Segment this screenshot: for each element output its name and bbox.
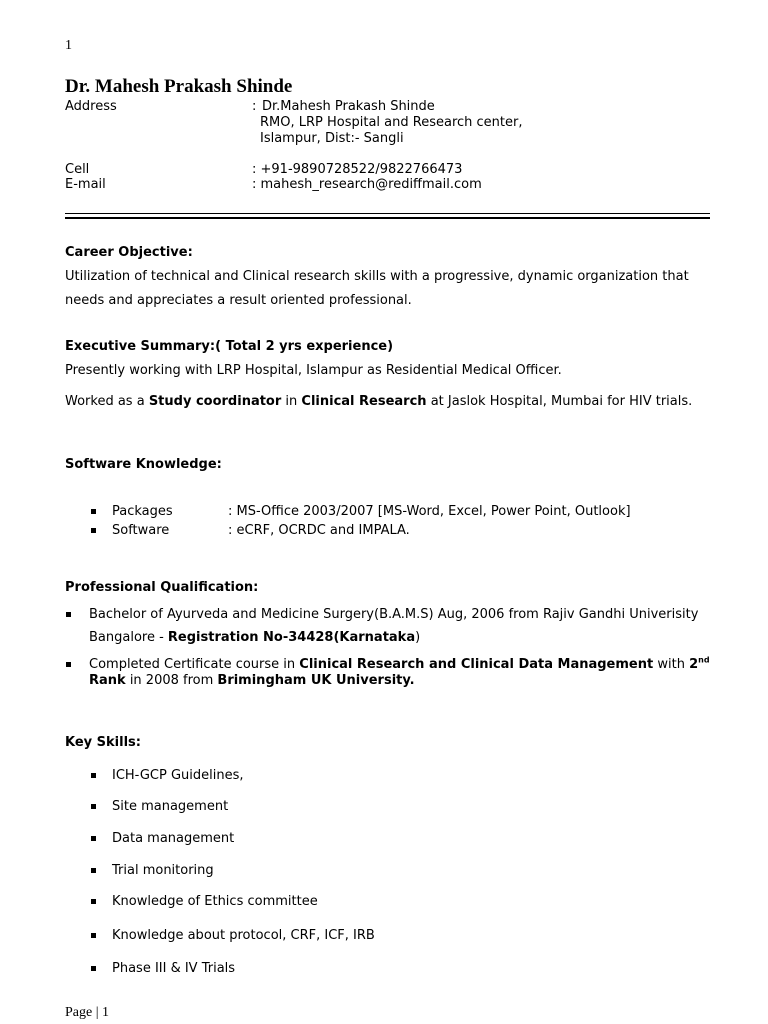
summary-text: Worked as a — [65, 394, 149, 409]
address-colon: : — [252, 99, 257, 114]
rank-suffix: nd — [698, 655, 710, 665]
address-label: Address — [65, 99, 117, 114]
skill-item: Trial monitoring — [112, 863, 214, 878]
qualification-text: Bangalore - — [89, 630, 168, 645]
qualification-text: Completed Certificate course in — [89, 657, 300, 672]
qualification-text: ) — [415, 630, 421, 645]
executive-summary-heading: Executive Summary:( Total 2 yrs experience) — [65, 339, 394, 354]
skill-item: Knowledge about protocol, CRF, ICF, IRB — [112, 928, 375, 943]
bullet-icon — [91, 899, 96, 904]
qualification-line — [89, 657, 710, 672]
course-name: Clinical Research and Clinical Data Management — [299, 657, 654, 672]
summary-field: Clinical Research — [301, 394, 427, 409]
software-item-value: : MS-Office 2003/2007 [MS-Word, Excel, Power Point, Outlook] — [228, 504, 631, 519]
skill-item: Phase III & IV Trials — [112, 961, 236, 976]
bullet-icon — [66, 662, 71, 667]
divider-bottom — [65, 217, 710, 219]
qualification-line: Bachelor of Ayurveda and Medicine Surgery(B.A.M.S) Aug, 2006 from Rajiv Gandhi Univerisity — [89, 607, 699, 622]
summary-line — [65, 394, 692, 409]
candidate-name: Dr. Mahesh Prakash Shinde — [65, 76, 293, 97]
rank-number: 2 — [689, 657, 699, 672]
summary-text: in — [281, 394, 302, 409]
software-item-value: : eCRF, OCRDC and IMPALA. — [228, 523, 410, 538]
email-label: E-mail — [65, 177, 106, 192]
cell-value: : +91-9890728522/9822766473 — [252, 162, 463, 177]
bullet-icon — [91, 773, 96, 778]
qualification-line — [89, 630, 420, 645]
qualification-text: in 2008 from — [125, 673, 218, 688]
address-line: RMO, LRP Hospital and Research center, — [260, 115, 523, 130]
bullet-icon — [66, 612, 71, 617]
bullet-icon — [91, 966, 96, 971]
summary-line: Presently working with LRP Hospital, Islampur as Residential Medical Officer. — [65, 363, 562, 378]
address-line: Islampur, Dist:- Sangli — [260, 131, 404, 146]
bullet-icon — [91, 528, 96, 533]
career-objective-text: Utilization of technical and Clinical research skills with a progressive, dynamic organization that — [65, 269, 689, 284]
qualification-text: with — [653, 657, 690, 672]
email-value: : mahesh_research@rediffmail.com — [252, 177, 482, 192]
key-skills-heading: Key Skills: — [65, 735, 141, 750]
address-line: Dr.Mahesh Prakash Shinde — [262, 99, 435, 114]
bullet-icon — [91, 868, 96, 873]
career-objective-text: needs and appreciates a result oriented professional. — [65, 293, 412, 308]
bullet-icon — [91, 933, 96, 938]
software-item-label: Packages — [112, 504, 173, 519]
cell-label: Cell — [65, 162, 90, 177]
skill-item: Knowledge of Ethics committee — [112, 894, 318, 909]
summary-role: Study coordinator — [148, 394, 282, 409]
bullet-icon — [91, 509, 96, 514]
skill-item: Site management — [112, 799, 229, 814]
divider-top — [65, 213, 710, 214]
skill-item: ICH-GCP Guidelines, — [112, 768, 244, 783]
bullet-icon — [91, 836, 96, 841]
qualification-line — [89, 673, 415, 688]
rank-word: Rank — [89, 673, 126, 688]
university-name: Brimingham UK University. — [217, 673, 415, 688]
summary-text: at Jaslok Hospital, Mumbai for HIV trials. — [426, 394, 693, 409]
bullet-icon — [91, 804, 96, 809]
software-item-label: Software — [112, 523, 170, 538]
registration-number: Registration No-34428(Karnataka — [167, 630, 416, 645]
software-knowledge-heading: Software Knowledge: — [65, 457, 222, 472]
page-number-top: 1 — [65, 38, 72, 53]
professional-qualification-heading: Professional Qualification: — [65, 580, 259, 595]
career-objective-heading: Career Objective: — [65, 245, 193, 260]
skill-item: Data management — [112, 831, 235, 846]
page-footer: Page | 1 — [65, 1005, 110, 1020]
